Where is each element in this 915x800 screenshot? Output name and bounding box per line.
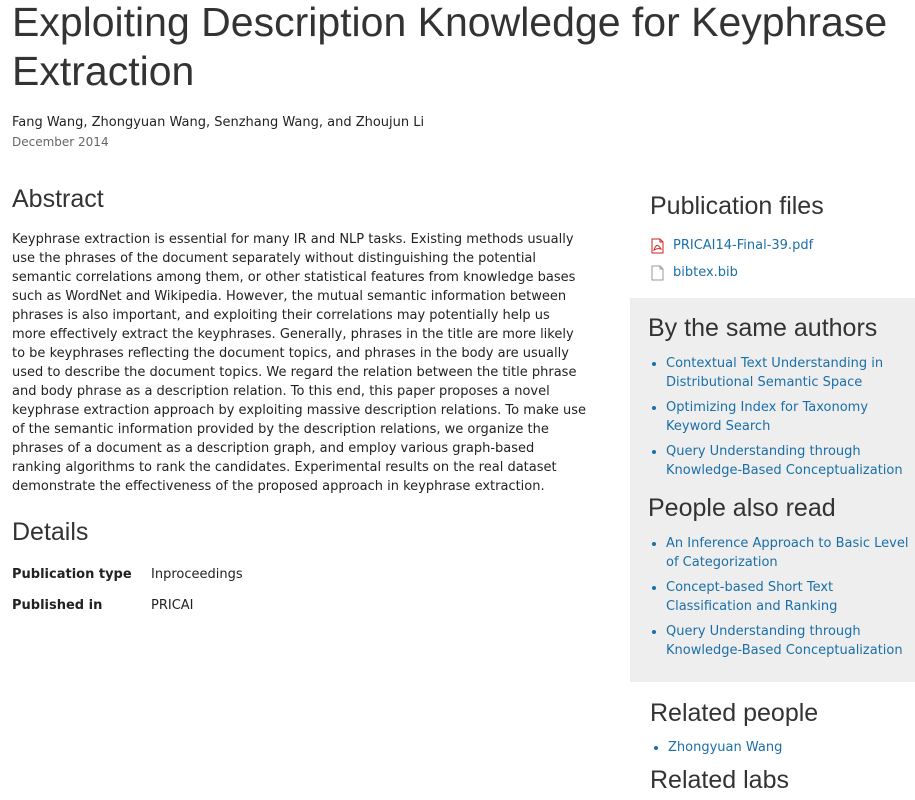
file-icon [650, 265, 665, 281]
details-row [12, 559, 243, 590]
abstract-text: Keyphrase extraction is essential for many IR and NLP tasks. Existing methods usually use the phrases of the document separately without distinguishing the potential semantic correlations among them, or other statistical features from knowledge bases such as WordNet and Wikipedia. However, the mutual semantic information between phrases is also important, and exploiting their correlations may potentially help us more effectively extract the keyphrases. Generally, phrases in the title are more likely to be keyphrases reflecting the document topics, and phrases in the body are usually used to describe the document topics. We regard the relation between the title phrase and body phrase as a description relation. To this end, this paper proposes a novel keyphrase extraction approach by exploiting massive description relations. To make use of the semantic information provided by the description relations, we organize the phrases of a document as a description graph, and employ various graph-based ranking algorithms to rank the candidates. Experimental results on the real dataset demonstrate the effectiveness of the proposed approach in keyphrase extraction. [12, 232, 587, 494]
also-read-link-3[interactable]: Query Understanding through Knowledge-Based Conceptualization [666, 624, 903, 658]
list-item [668, 738, 895, 757]
publication-date: December 2014 [12, 135, 109, 149]
also-read-heading: People also read [648, 494, 836, 522]
publication-files-section [630, 188, 915, 286]
list-item [666, 534, 915, 572]
main-content [12, 183, 587, 621]
authors: Fang Wang, Zhongyuan Wang, Senzhang Wang, and Zhoujun Li [12, 115, 425, 130]
details-value: Inproceedings [151, 567, 243, 582]
list-item [666, 442, 915, 480]
related-person-link[interactable]: Zhongyuan Wang [668, 740, 783, 755]
related-labs-heading: Related labs [650, 766, 789, 794]
page-title: Exploiting Description Knowledge for Keyphrase Extraction [12, 0, 888, 94]
related-people-heading: Related people [650, 699, 819, 727]
related-people-list [650, 738, 895, 757]
same-authors-list [648, 354, 915, 480]
related-publications-panel [630, 298, 915, 682]
same-authors-heading: By the same authors [648, 314, 878, 342]
details-row [12, 590, 243, 621]
also-read-link-2[interactable]: Concept-based Short Text Classification and Ranking [666, 580, 838, 614]
bibtex-file-link[interactable]: bibtex.bib [673, 265, 738, 280]
file-list [650, 232, 895, 286]
related-people-section [630, 682, 915, 797]
also-read-link-1[interactable]: An Inference Approach to Basic Level of Categorization [666, 536, 909, 570]
same-authors-link-2[interactable]: Optimizing Index for Taxonomy Keyword Search [666, 400, 869, 434]
list-item [666, 622, 915, 660]
list-item [666, 578, 915, 616]
details-label: Publication type [12, 567, 132, 582]
same-authors-link-3[interactable]: Query Understanding through Knowledge-Based Conceptualization [666, 444, 903, 478]
details-value: PRICAI [151, 598, 194, 613]
details-heading: Details [12, 518, 89, 546]
publication-files-heading: Publication files [650, 192, 824, 220]
details-label: Published in [12, 598, 103, 613]
file-item [650, 232, 895, 259]
sidebar [630, 188, 915, 797]
same-authors-link-1[interactable]: Contextual Text Understanding in Distributional Semantic Space [666, 356, 884, 390]
list-item [666, 354, 915, 392]
file-item [650, 259, 895, 286]
pdf-file-link[interactable]: PRICAI14-Final-39.pdf [673, 238, 814, 253]
list-item [666, 398, 915, 436]
also-read-list [648, 534, 915, 660]
details-table [12, 559, 243, 621]
abstract-heading: Abstract [12, 185, 104, 213]
pdf-icon [650, 238, 665, 254]
